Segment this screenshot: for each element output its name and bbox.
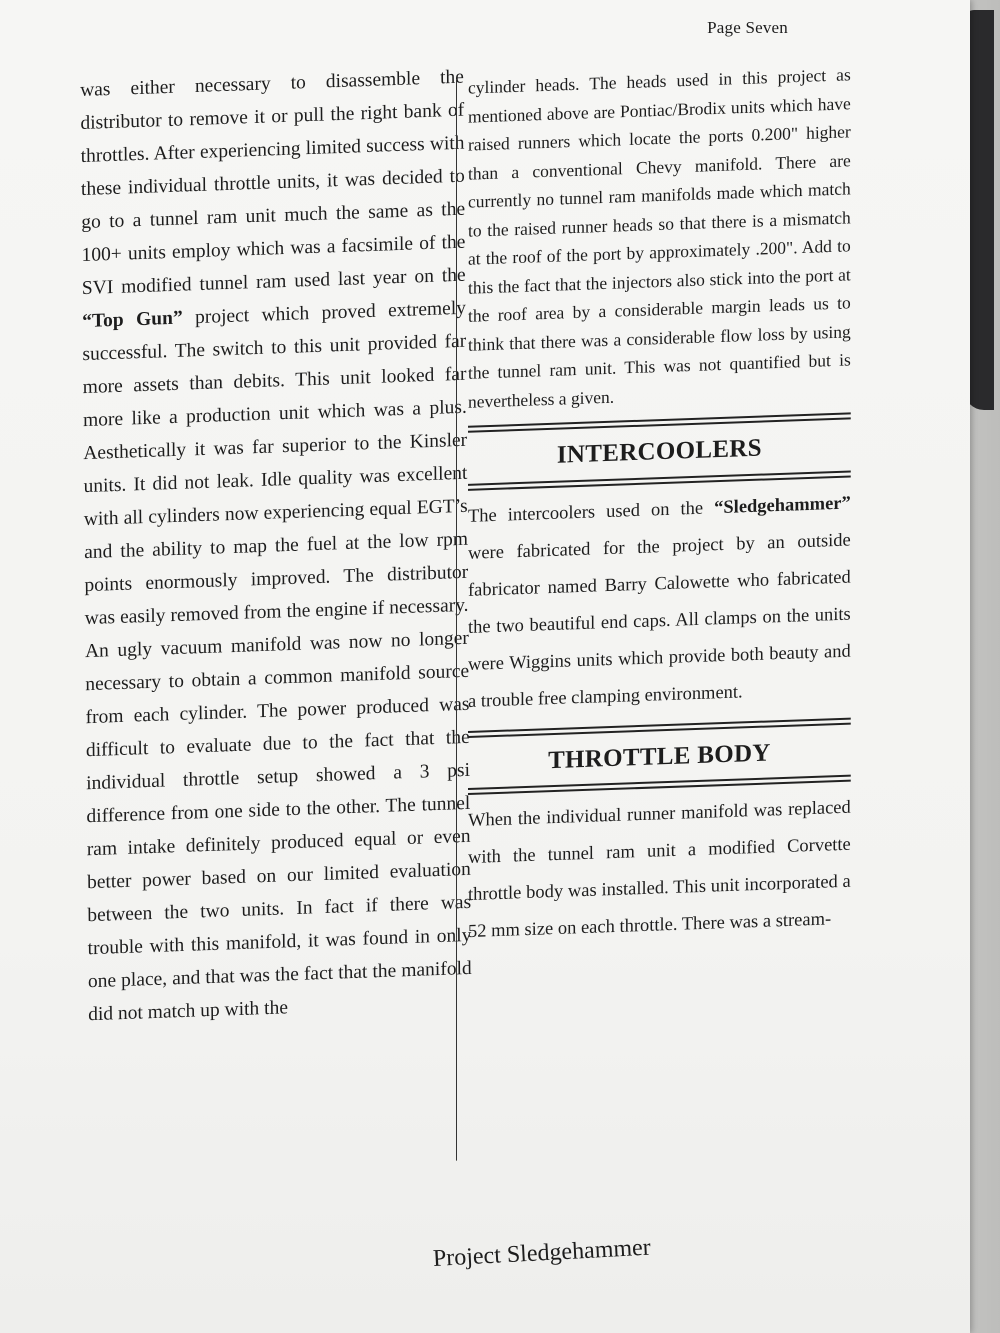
throttle-body-paragraph: When the individual runner manifold was replaced with the tunnel ram unit a modified Corvette throttle body was installed. This unit incorporated a 52 mm size on each throttle. There was a stream- <box>467 797 851 943</box>
intercoolers-text-start: The intercoolers used on the <box>467 497 715 527</box>
sledgehammer-bold: “Sledgehammer” <box>714 492 851 518</box>
section-rule-top <box>468 717 851 737</box>
right-column <box>456 60 851 951</box>
throttle-body-section <box>468 717 851 795</box>
section-rule-top <box>468 412 851 432</box>
page-number-label: Page Seven <box>707 18 788 37</box>
left-text-end: project which proved extremely successful. The switch to this unit provided far more assets than debits. This unit looked far more like a production unit which was a plus. Aesthetically it was far superior to the Kinsler units. It did not leak. Idle quality was excellent with all cylinders now experiencing equal EGT’s and the ability to map the fuel at the low rpm points enormously improved. The distributor was easily removed from the engine if necessary. An ugly vacuum manifold was now no longer necessary to obtain a common manifold source from each cylinder. The power produced was difficult to evaluate due to the fact that the individual throttle setup showed a 3 psi difference from one side to the other. The tunnel ram intake definitely produced equal or even better power based on our limited evaluation between the two units. In fact if there was trouble with this manifold, it was found in only one place, and that was the fact that the manifold did not match up with the <box>82 297 472 1026</box>
footer-title: Project Sledgehammer <box>432 1234 652 1272</box>
left-column <box>80 61 472 1032</box>
left-text-start: was either necessary to disassemble the distributor to remove it or pull the right bank of throttles. After experiencing limited success with these individual throttle units, it was decided to go to a tunnel ram unit much the same as the 100+ units employ which was a facsimile of the SVI modified tunnel ram used last year on the <box>80 66 466 300</box>
column-divider <box>456 80 457 1161</box>
top-gun-bold: “Top Gun” <box>82 307 183 333</box>
intercoolers-heading: INTERCOOLERS <box>556 434 762 469</box>
intercoolers-text-end: were fabricated for the project by an outside fabricator named Barry Calowette who fabricated the two beautiful end caps. All clamps on the units were Wiggins units which provide both beauty and a trouble free clamping environment. <box>467 530 851 712</box>
throttle-body-heading: THROTTLE BODY <box>548 738 771 774</box>
intercoolers-section <box>468 412 851 490</box>
intercoolers-paragraph <box>468 485 851 721</box>
left-paragraph <box>80 61 472 1032</box>
right-paragraph: cylinder heads. The heads used in this project as mentioned above are Pontiac/Brodix units which have raised runners which locate the ports 0.200" higher than a conventional Chevy manifold. There are currently no tunnel ram manifolds made which match to the raised runner heads so that there is a mismatch at the roof of the port by approximately .200". Add to this the fact that the injectors also stick into the port at the roof area by a considerable margin leads us to think that there was a considerable flow loss by using the tunnel ram unit. This was not quantified but is nevertheless a given. <box>467 64 851 412</box>
